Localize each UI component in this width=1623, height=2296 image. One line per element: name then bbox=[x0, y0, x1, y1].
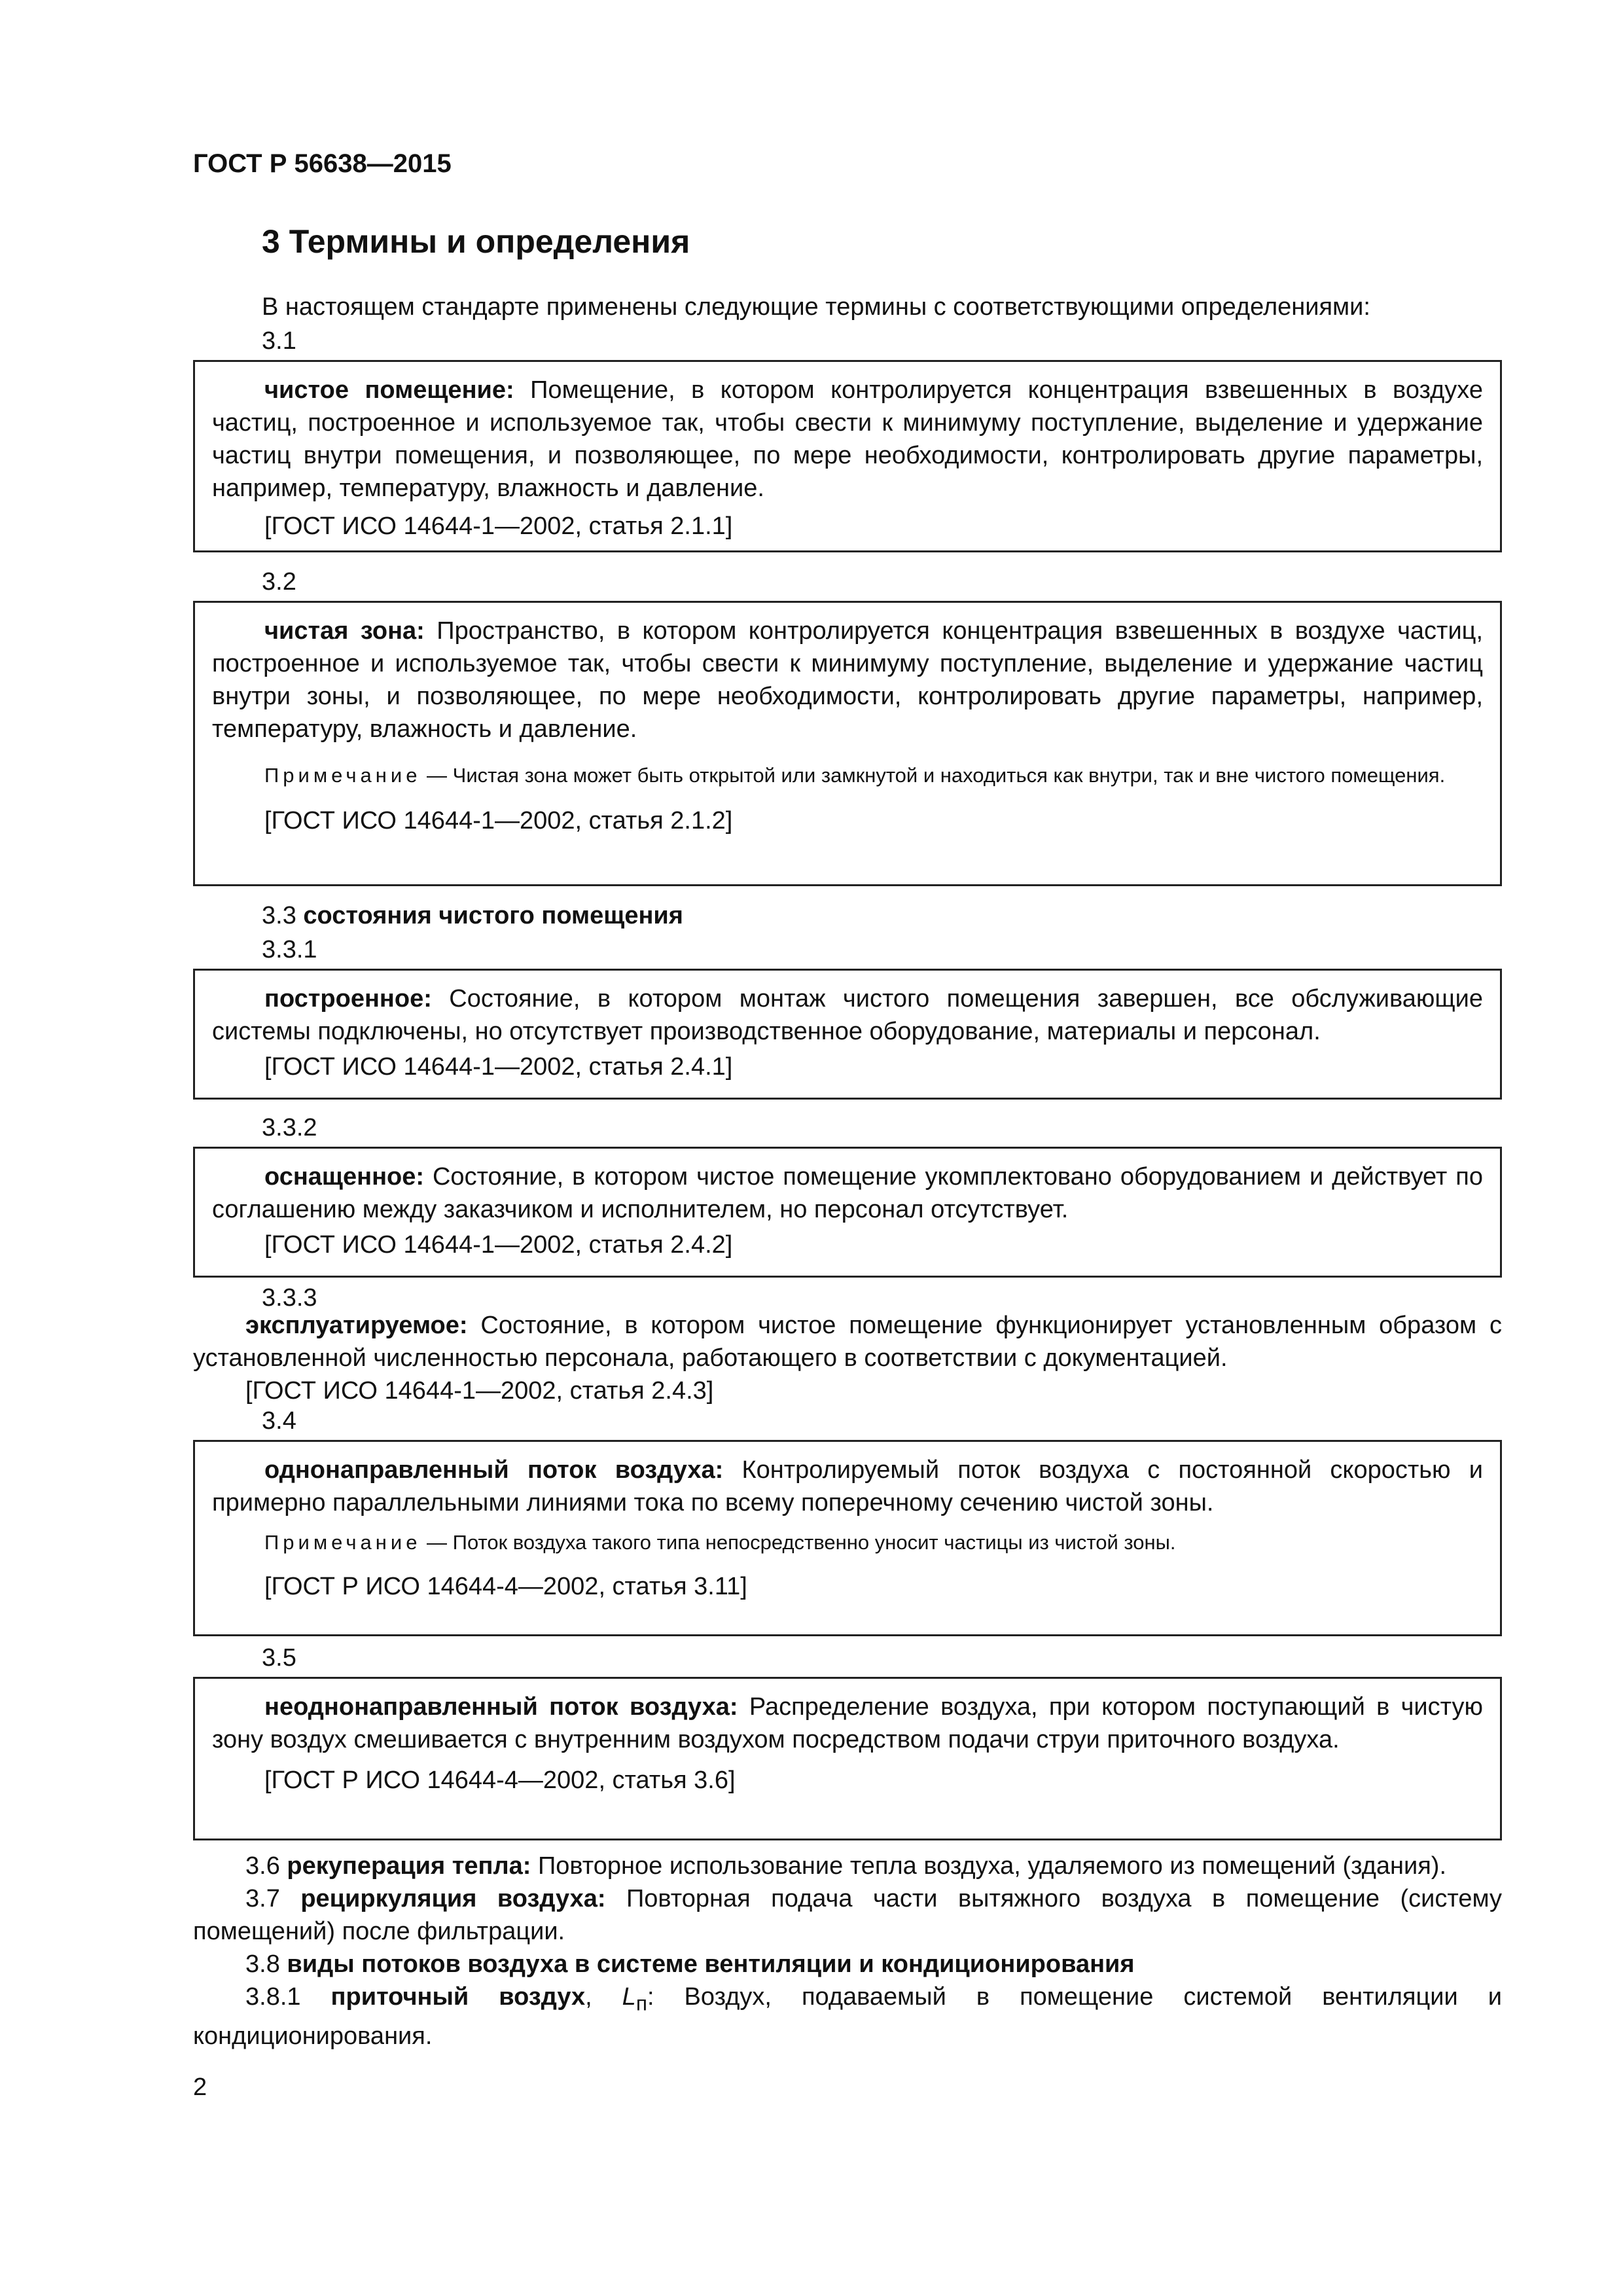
term-box-3-3-2 bbox=[193, 1147, 1502, 1278]
term-3-6: 3.6 рекуперация тепла: Повторное использование тепла воздуха, удаляемого из помещений (здания). bbox=[245, 1852, 1447, 1880]
term-box-3-3-1 bbox=[193, 969, 1502, 1100]
term-box-3-1 bbox=[193, 360, 1502, 552]
term-3-8: 3.8 виды потоков воздуха в системе вентиляции и кондиционирования bbox=[245, 1950, 1135, 1978]
term-box-3-2 bbox=[193, 601, 1502, 886]
term-name: эксплуатируемое: bbox=[245, 1312, 468, 1339]
term-number-3-3-1: 3.3.1 bbox=[262, 936, 317, 963]
term-box-3-5 bbox=[193, 1677, 1502, 1840]
term-reference: [ГОСТ ИСО 14644-1—2002, статья 2.1.1] bbox=[264, 512, 733, 540]
term-number-3-4: 3.4 bbox=[262, 1407, 296, 1435]
term-reference: [ГОСТ Р ИСО 14644-4—2002, статья 3.6] bbox=[264, 1767, 736, 1794]
term-definition: чистое помещение: Помещение, в котором контролируется концентрация взвешенных в воздухе частиц, построенное и используемое так, чтобы свести к минимуму поступление, выделение и удержание частиц внутри помещения, и позволяющее, по мере необходимости, контролировать другие параметры, например, температуру, влажность и давление. bbox=[212, 376, 1483, 502]
term-reference: [ГОСТ ИСО 14644-1—2002, статья 2.4.1] bbox=[264, 1053, 733, 1081]
term-name: приточный воздух bbox=[330, 1983, 586, 2011]
term-name: однонаправленный поток воздуха: bbox=[264, 1456, 724, 1484]
term-definition: построенное: Состояние, в котором монтаж чистого помещения завершен, все обслуживающие системы подключены, но отсутствует производственное оборудование, материалы и персонал. bbox=[212, 985, 1483, 1045]
term-definition: неоднонаправленный поток воздуха: Распределение воздуха, при котором поступающий в чистую зону воздух смешивается с внутренним воздухом посредством подачи струи приточного воздуха. bbox=[212, 1693, 1483, 1753]
term-number-3-5: 3.5 bbox=[262, 1644, 296, 1672]
term-3-7: 3.7 рециркуляция воздуха: Повторная подача части вытяжного воздуха в помещение (систему помещений) после фильтрации. bbox=[193, 1885, 1503, 1945]
term-3-8-1: 3.8.1 приточный воздух, $L_п$: Воздух, подаваемый в помещение системой вентиляции и кондиционирования. bbox=[193, 1983, 1502, 2050]
term-name: виды потоков воздуха в системе вентиляции и кондиционирования bbox=[287, 1950, 1135, 1978]
term-definition: чистая зона: Пространство, в котором контролируется концентрация взвешенных в воздухе частиц, построенное и используемое так, чтобы свести к минимуму поступление, выделение и удержание частиц внутри зоны, и позволяющее, по мере необходимости, контролировать другие параметры, например, температуру, влажность и давление. bbox=[212, 617, 1483, 743]
term-note: Примечание — Чистая зона может быть открытой или замкнутой и находиться как внутри, так и вне чистого помещения. bbox=[264, 764, 1446, 787]
term-definition: эксплуатируемое: Состояние, в котором чистое помещение функционирует установленным образом с установленной численностью персонала, работающего в соответствии с документацией. bbox=[193, 1312, 1502, 1372]
term-name: чистая зона: bbox=[264, 617, 425, 645]
term-note: Примечание — Поток воздуха такого типа непосредственно уносит частицы из чистой зоны. bbox=[264, 1531, 1176, 1554]
term-block-3-3-3 bbox=[193, 1309, 1502, 1407]
term-name: рекуперация тепла: bbox=[287, 1852, 531, 1880]
section-title: 3 Термины и определения bbox=[262, 223, 690, 260]
term-list-continued bbox=[193, 1850, 1502, 2053]
page-number: 2 bbox=[193, 2073, 207, 2101]
document-header: ГОСТ Р 56638—2015 bbox=[193, 149, 452, 178]
term-number-3-3: 3.3 состояния чистого помещения bbox=[262, 902, 683, 929]
term-symbol: L bbox=[622, 1983, 636, 2011]
intro-text: В настоящем стандарте применены следующие термины с соответствующими определениями: bbox=[262, 293, 1370, 321]
term-number-3-3-2: 3.3.2 bbox=[262, 1114, 317, 1141]
term-name: построенное: bbox=[264, 985, 432, 1013]
term-definition: оснащенное: Состояние, в котором чистое помещение укомплектовано оборудованием и действует по соглашению между заказчиком и исполнителем, но персонал отсутствует. bbox=[212, 1163, 1483, 1223]
term-number-3-2: 3.2 bbox=[262, 568, 296, 596]
term-number-3-1: 3.1 bbox=[262, 327, 296, 355]
term-name: оснащенное: bbox=[264, 1163, 425, 1191]
term-reference: [ГОСТ ИСО 14644-1—2002, статья 2.4.2] bbox=[264, 1231, 733, 1259]
term-reference: [ГОСТ ИСО 14644-1—2002, статья 2.1.2] bbox=[264, 807, 733, 834]
term-box-3-4 bbox=[193, 1440, 1502, 1636]
term-name: состояния чистого помещения bbox=[303, 902, 683, 929]
term-reference: [ГОСТ Р ИСО 14644-4—2002, статья 3.11] bbox=[264, 1573, 747, 1600]
term-name: неоднонаправленный поток воздуха: bbox=[264, 1693, 738, 1721]
term-reference: [ГОСТ ИСО 14644-1—2002, статья 2.4.3] bbox=[245, 1377, 714, 1405]
term-name: чистое помещение: bbox=[264, 376, 514, 404]
term-name: рециркуляция воздуха: bbox=[300, 1885, 606, 1912]
term-definition: однонаправленный поток воздуха: Контролируемый поток воздуха с постоянной скоростью и примерно параллельными линиями тока по всему поперечному сечению чистой зоны. bbox=[212, 1456, 1483, 1516]
term-number-3-3-3: 3.3.3 bbox=[262, 1284, 317, 1312]
term-symbol-subscript: п bbox=[635, 1991, 647, 2015]
